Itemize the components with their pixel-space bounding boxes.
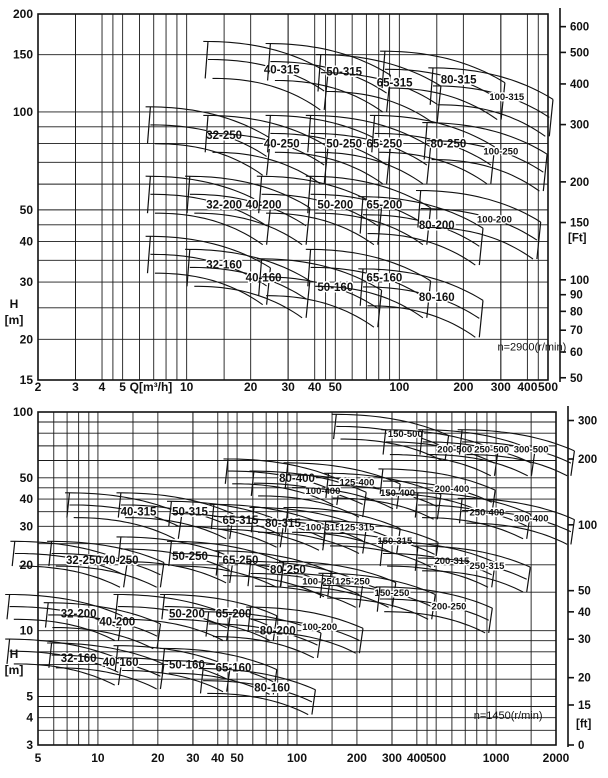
pump-model-label: 40-160 xyxy=(245,272,282,285)
x-tick-label: 40 xyxy=(211,751,225,765)
hq-curve xyxy=(422,518,523,539)
pump-model-label: 40-315 xyxy=(120,506,157,519)
right-tick-label: 100 xyxy=(578,519,598,532)
pump-model-label: 50-160 xyxy=(317,281,354,294)
pump-model-label: 32-200 xyxy=(60,608,97,621)
hq-curve xyxy=(56,566,157,587)
pump-model-label: 200-500 xyxy=(437,444,473,456)
right-tick-label: 50 xyxy=(570,372,583,385)
pump-model-label: 50-250 xyxy=(172,550,208,563)
pump-model-label: 40-200 xyxy=(99,616,136,629)
pump-model-label: 80-250 xyxy=(269,564,306,577)
pump-model-label: 80-160 xyxy=(418,291,455,304)
envelope-edge xyxy=(49,643,52,668)
right-tick-label: 50 xyxy=(578,585,591,598)
right-tick-label: 150 xyxy=(570,217,590,230)
envelope-edge xyxy=(318,633,322,658)
envelope-edge xyxy=(571,520,575,545)
pump-model-label: 125-400 xyxy=(339,477,375,489)
pump-model-label: 250-400 xyxy=(469,507,505,519)
pump-model-label: 200-250 xyxy=(431,601,467,613)
pump-model-label: 65-200 xyxy=(366,199,403,212)
pump-model-label: 125-250 xyxy=(335,576,370,588)
pump-model-label: 80-200 xyxy=(259,625,296,638)
x-tick-label: 20 xyxy=(151,751,165,765)
y-tick-label: 40 xyxy=(19,492,33,507)
right-tick-label: 60 xyxy=(570,346,583,359)
envelope-edge xyxy=(187,249,190,286)
right-tick-label: 400 xyxy=(570,78,590,91)
pump-model-label: 40-200 xyxy=(245,199,282,212)
y-tick-label: 50 xyxy=(19,202,33,217)
x-tick-label: 500 xyxy=(426,751,447,765)
pump-model-label: 32-250 xyxy=(65,555,102,568)
x-tick-label: 40 xyxy=(308,380,322,394)
pump-model-label: 65-200 xyxy=(215,608,252,621)
hq-curve xyxy=(169,619,270,640)
x-tick-label: 20 xyxy=(244,380,258,394)
pump-model-label: 50-250 xyxy=(326,138,363,151)
pump-model-label: 250-315 xyxy=(469,560,505,572)
right-tick-label: 15 xyxy=(578,699,591,712)
pump-model-label: 65-250 xyxy=(366,138,403,151)
y-tick-label: 100 xyxy=(12,104,33,119)
pump-model-label: 100-250 xyxy=(483,146,519,158)
pump-model-label: 65-250 xyxy=(222,555,259,568)
right-tick-label: 300 xyxy=(570,119,590,132)
pump-model-label: 80-250 xyxy=(430,138,467,151)
envelope-edge xyxy=(306,208,310,245)
y-tick-label: 20 xyxy=(19,557,33,572)
x-tick-label: 10 xyxy=(179,380,194,394)
pump-model-label: 32-200 xyxy=(206,199,243,212)
envelope-edge xyxy=(308,115,311,152)
y-axis-label-h: H xyxy=(9,296,19,311)
x-tick-label: 2 xyxy=(34,380,42,394)
x-tick-label: 30 xyxy=(186,751,200,765)
y-tick-label: 30 xyxy=(19,275,33,290)
envelope-edge xyxy=(162,595,165,620)
right-tick-label: 80 xyxy=(570,306,583,319)
pump-model-label: 100-200 xyxy=(302,622,338,634)
pump-model-label: 80-400 xyxy=(279,472,315,485)
y-axis-label-unit: [m] xyxy=(4,662,24,677)
x-tick-label: 300 xyxy=(490,380,511,394)
x-tick-label: 2000 xyxy=(542,751,570,765)
envelope-edge xyxy=(312,690,316,715)
hq-curve xyxy=(194,213,302,245)
envelope-edge xyxy=(318,55,321,92)
pump-model-label: 65-315 xyxy=(222,515,259,528)
hq-curve xyxy=(389,88,497,120)
pump-model-label: 100-400 xyxy=(305,485,341,497)
envelope-edge xyxy=(49,541,52,566)
right-tick-label: 500 xyxy=(570,47,590,60)
hq-curve xyxy=(255,586,356,607)
hq-curve xyxy=(14,664,115,685)
pump-model-label: 200-400 xyxy=(434,483,470,495)
envelope-edge xyxy=(334,414,337,439)
x-tick-label: 400 xyxy=(517,380,538,394)
pump-model-label: 50-160 xyxy=(169,659,205,672)
chart-panel-2 xyxy=(5,405,598,765)
y-tick-label: 30 xyxy=(19,519,33,534)
hq-curve xyxy=(425,228,533,260)
y-tick-label: 100 xyxy=(12,405,33,419)
pump-model-label: 65-315 xyxy=(376,77,413,90)
y-tick-label: 5 xyxy=(26,689,33,704)
hq-curve xyxy=(368,306,476,338)
envelope-edge xyxy=(205,41,208,78)
x-tick-label: 100 xyxy=(389,380,410,394)
pump-model-label: 40-250 xyxy=(102,555,139,568)
y-tick-label: 4 xyxy=(26,710,33,725)
envelope-edge xyxy=(211,504,214,529)
pump-model-label: 40-160 xyxy=(102,656,139,669)
x-tick-label: 4 xyxy=(98,380,106,394)
x-tick-label: 200 xyxy=(346,751,367,765)
right-tick-label: 100 xyxy=(570,274,590,287)
hq-curve xyxy=(19,566,120,587)
x-tick-label: 400 xyxy=(406,751,427,765)
envelope-edge xyxy=(537,222,541,259)
pump-model-label: 80-315 xyxy=(440,74,477,87)
hq-curve xyxy=(213,78,321,110)
envelope-edge xyxy=(527,567,531,592)
envelope-edge xyxy=(187,176,190,213)
right-tick-label: 300 xyxy=(578,415,598,428)
y-tick-label: 200 xyxy=(12,7,33,21)
x-tick-label: 10 xyxy=(91,751,105,765)
pump-model-label: 40-250 xyxy=(263,138,300,151)
envelope-edge xyxy=(489,608,493,633)
hq-curve xyxy=(155,144,263,176)
right-tick-label: 200 xyxy=(578,454,598,467)
hq-curve xyxy=(266,213,374,245)
right-tick-label: 40 xyxy=(578,606,591,619)
right-tick-label: 30 xyxy=(578,634,591,647)
speed-note: n=2900(r/min) xyxy=(497,341,567,354)
hq-curve xyxy=(258,532,359,553)
hq-curve xyxy=(438,105,546,137)
y-axis-label-unit: [m] xyxy=(4,312,24,327)
x-tick-label: 30 xyxy=(281,380,295,394)
hq-curve xyxy=(315,152,423,184)
y-tick-label: 40 xyxy=(19,234,33,249)
envelope-edge xyxy=(160,563,164,588)
pump-model-label: 50-200 xyxy=(169,608,205,621)
y-tick-label: 15 xyxy=(19,373,33,387)
pump-model-label: 100-250 xyxy=(302,576,338,588)
pump-model-label: 32-160 xyxy=(206,259,243,272)
y-tick-label: 20 xyxy=(19,332,33,347)
envelope-edge xyxy=(148,176,151,213)
envelope-edge xyxy=(427,147,431,184)
pump-model-label: 65-160 xyxy=(366,272,403,285)
envelope-edge xyxy=(424,123,427,160)
pump-model-label: 50-315 xyxy=(326,66,363,79)
envelope-edge xyxy=(479,300,483,337)
hq-curve xyxy=(422,571,523,592)
x-axis-label: Q[m³/h] xyxy=(129,380,173,394)
x-tick-label: 3 xyxy=(72,380,79,394)
envelope-edge xyxy=(571,451,575,476)
x-tick-label: 100 xyxy=(286,751,308,765)
x-tick-label: 1000 xyxy=(482,751,510,765)
pump-model-label: 50-200 xyxy=(317,199,354,212)
y-tick-label: 3 xyxy=(26,738,33,752)
pump-model-label: 100-315 xyxy=(305,522,341,534)
right-tick-label: 200 xyxy=(570,176,590,189)
hq-curve xyxy=(333,498,434,519)
right-tick-label: 0 xyxy=(578,740,585,752)
hq-curve xyxy=(432,160,540,192)
pump-model-label: 32-250 xyxy=(206,129,243,142)
pump-model-label: 80-160 xyxy=(254,682,291,695)
envelope-edge xyxy=(360,269,363,306)
speed-note: n=1450(r/min) xyxy=(473,709,543,722)
envelope-edge xyxy=(7,595,10,620)
y-axis-label-h: H xyxy=(9,646,19,661)
pump-model-label: 300-400 xyxy=(513,513,549,525)
pump-model-label: 80-315 xyxy=(265,518,301,531)
right-axis-label: [ft] xyxy=(576,718,592,731)
pump-model-label: 250-500 xyxy=(474,444,510,456)
pump-model-label: 100-200 xyxy=(477,214,512,226)
right-tick-label: 70 xyxy=(570,325,583,338)
x-tick-label: 50 xyxy=(230,751,244,765)
envelope-edge xyxy=(549,99,553,136)
pump-model-label: 150-500 xyxy=(387,429,423,441)
envelope-edge xyxy=(12,541,15,566)
pump-model-label: 65-160 xyxy=(215,662,252,675)
right-tick-label: 20 xyxy=(578,672,591,685)
x-tick-label: 500 xyxy=(537,380,559,394)
pump-model-label: 300-500 xyxy=(513,444,549,456)
pump-model-label: 32-160 xyxy=(60,652,97,665)
pump-model-label: 150-400 xyxy=(380,488,415,500)
pump-model-label: 40-315 xyxy=(263,64,300,77)
envelope-edge xyxy=(46,603,49,628)
pump-model-label: 125-315 xyxy=(339,522,375,534)
pump-model-label: 80-200 xyxy=(418,219,455,232)
pump-model-label: 150-315 xyxy=(377,535,413,547)
x-tick-label: 5 xyxy=(119,380,126,394)
envelope-edge xyxy=(115,595,118,620)
pump-model-label: 150-250 xyxy=(374,588,410,600)
envelope-edge xyxy=(363,492,367,517)
hq-curve xyxy=(266,296,374,328)
x-tick-label: 50 xyxy=(328,380,342,394)
y-tick-label: 150 xyxy=(12,47,33,62)
x-tick-label: 200 xyxy=(453,380,474,394)
hq-curve xyxy=(384,612,485,633)
hq-curve xyxy=(390,455,491,476)
x-tick-label: 5 xyxy=(34,751,42,765)
envelope-edge xyxy=(543,154,547,191)
right-tick-label: 600 xyxy=(570,21,590,34)
hq-curve xyxy=(194,286,302,318)
envelope-edge xyxy=(169,541,172,566)
x-tick-label: 300 xyxy=(381,751,402,765)
y-tick-label: 10 xyxy=(19,623,33,638)
pump-model-label: 50-315 xyxy=(172,506,208,519)
envelope-edge xyxy=(201,669,204,694)
chart-panel-1 xyxy=(5,7,590,394)
pump-model-label: 100-315 xyxy=(489,91,525,103)
y-tick-label: 50 xyxy=(19,470,33,485)
right-axis-label: [Ft] xyxy=(568,232,587,245)
hq-curve xyxy=(155,213,263,245)
pump-model-label: 200-315 xyxy=(434,556,470,568)
right-tick-label: 90 xyxy=(570,289,583,302)
